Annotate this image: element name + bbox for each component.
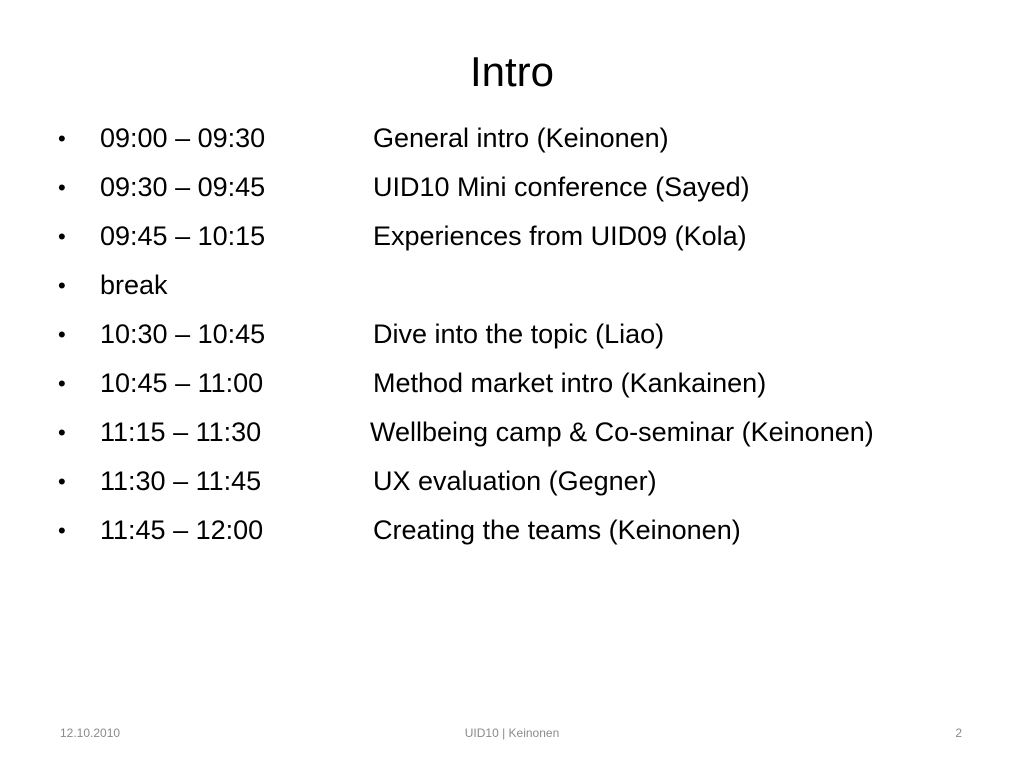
agenda-time: 09:30 – 09:45	[100, 172, 266, 202]
agenda-time: 11:15 – 11:30	[100, 417, 262, 447]
agenda-topic: Dive into the topic (Liao)	[373, 319, 665, 349]
bullet-icon: •	[58, 469, 66, 494]
agenda-topic: Creating the teams (Keinonen)	[373, 515, 741, 545]
bullet-icon: •	[58, 224, 66, 249]
agenda-time: 09:00 – 09:30	[100, 123, 266, 153]
bullet-icon: •	[58, 420, 66, 445]
slide-title: Intro	[469, 48, 555, 95]
agenda-time: 09:45 – 10:15	[100, 221, 266, 251]
bullet-icon: •	[58, 175, 66, 200]
page-number: 2	[955, 726, 962, 740]
agenda-time: 11:45 – 12:00	[100, 515, 264, 545]
agenda-topic: UX evaluation (Gegner)	[373, 466, 657, 496]
footer-presenter: UID10 | Keinonen	[464, 726, 560, 740]
agenda-topic: General intro (Keinonen)	[373, 123, 669, 153]
bullet-icon: •	[58, 273, 66, 298]
agenda-time: 10:45 – 11:00	[100, 368, 264, 398]
agenda-topic: Wellbeing camp & Co-seminar (Keinonen)	[370, 417, 874, 447]
agenda-topic: Experiences from UID09 (Kola)	[373, 221, 747, 251]
bullet-icon: •	[58, 371, 66, 396]
bullet-icon: •	[58, 518, 66, 543]
agenda-topic: UID10 Mini conference (Sayed)	[373, 172, 750, 202]
agenda-topic: Method market intro (Kankainen)	[373, 368, 767, 398]
bullet-icon: •	[58, 322, 66, 347]
agenda-time: 11:30 – 11:45	[100, 466, 262, 496]
bullet-icon: •	[58, 126, 66, 151]
agenda-time: break	[100, 270, 168, 300]
footer-date: 12.10.2010	[60, 726, 121, 740]
agenda-time: 10:30 – 10:45	[100, 319, 266, 349]
